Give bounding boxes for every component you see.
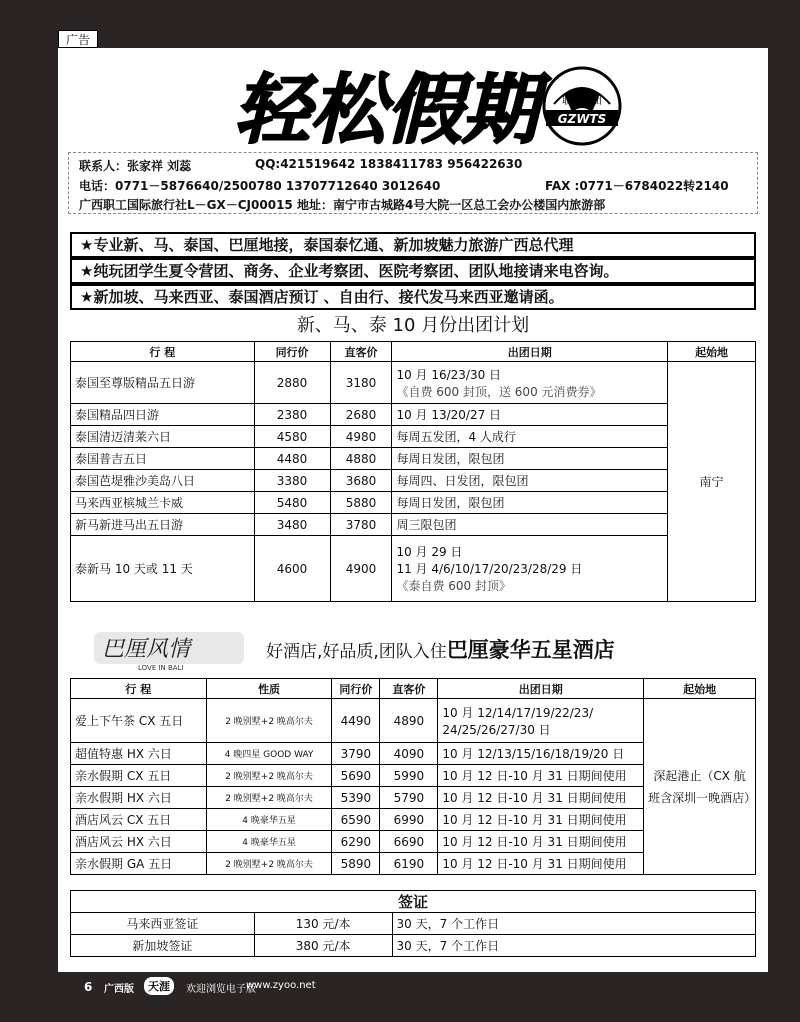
contact-box	[68, 152, 758, 214]
retail-price-cell: 4900	[330, 536, 392, 602]
route-cell: 亲水假期 HX 六日	[71, 787, 207, 809]
contact-fax: FAX :0771－6784022转2140	[545, 179, 729, 193]
table-row	[71, 913, 756, 935]
contact-address: 广西职工国际旅行社L－GX－CJ00015 地址：南宁市古城路4号大院一区总工会办公楼国内旅游部	[79, 198, 606, 212]
type-cell: 2 晚别墅+2 晚高尔夫	[206, 787, 332, 809]
date-line: 10 月 12/14/17/19/22/23/	[442, 705, 594, 720]
logo-abbr: GZWTS	[557, 112, 607, 126]
dates-cell	[392, 470, 668, 492]
visa-name-cell: 新加坡签证	[71, 935, 255, 957]
brand-title-text: 轻松假期	[234, 65, 538, 154]
footer-welcome: 欢迎浏览电子版	[186, 984, 256, 995]
retail-price-cell: 5880	[330, 492, 392, 514]
table-row	[71, 514, 756, 536]
logo-label: 职旅集团	[562, 96, 602, 107]
dates-cell	[392, 448, 668, 470]
company-logo-icon	[540, 64, 624, 148]
trade-price-cell: 4600	[254, 536, 330, 602]
dates-cell	[438, 831, 644, 853]
trade-price-cell: 6290	[332, 831, 380, 853]
table-row	[71, 404, 756, 426]
table-row	[71, 699, 756, 743]
trade-price-cell: 6590	[332, 809, 380, 831]
date-line: 每周日发团，限包团	[396, 496, 505, 510]
tour-plan-table	[70, 341, 756, 602]
date-line: 10 月 12 日-10 月 31 日期间使用	[442, 791, 627, 805]
date-line: 《自费 600 封顶，送 600 元消费券》	[396, 384, 602, 399]
ad-tag: 广告	[58, 30, 98, 48]
type-cell: 2 晚别墅+2 晚高尔夫	[206, 853, 332, 875]
retail-price-cell: 3180	[330, 362, 392, 404]
bali-header-route: 行 程	[71, 679, 207, 699]
route-cell: 新马新进马出五日游	[71, 514, 255, 536]
retail-price-cell: 4980	[330, 426, 392, 448]
header-dates: 出团日期	[392, 342, 668, 362]
visa-name-cell: 马来西亚签证	[71, 913, 255, 935]
dates-cell	[438, 765, 644, 787]
bali-slogan-big: 巴厘豪华五星酒店	[446, 638, 615, 662]
contact-phone: 电话：0771－5876640/2500780 13707712640 3012640	[79, 179, 441, 193]
banner-1: ★专业新、马、泰国、巴厘地接，泰国泰忆通、新加坡魅力旅游广西总代理	[70, 232, 756, 258]
date-line: 11 月 4/6/10/17/20/23/28/29 日	[396, 562, 583, 576]
date-line: 10 月 16/23/30 日	[396, 367, 502, 382]
route-cell: 泰国芭堤雅沙美岛八日	[71, 470, 255, 492]
table-header-row	[71, 679, 756, 699]
footer-site-link[interactable]: www.zyoo.net	[246, 980, 316, 991]
table-row	[71, 470, 756, 492]
date-line: 10 月 12 日-10 月 31 日期间使用	[442, 835, 627, 849]
trade-price-cell: 2380	[254, 404, 330, 426]
date-line: 10 月 12 日-10 月 31 日期间使用	[442, 857, 627, 871]
banner-3: ★新加坡、马来西亚、泰国酒店预订 、自由行、接代发马来西亚邀请函。	[70, 284, 756, 310]
visa-price-cell: 380 元/本	[254, 935, 392, 957]
route-cell: 泰国至尊版精品五日游	[71, 362, 255, 404]
trade-price-cell: 4480	[254, 448, 330, 470]
retail-price-cell: 3680	[330, 470, 392, 492]
dates-cell	[438, 743, 644, 765]
contact-qq: QQ:421519642 1838411783 956422630	[255, 157, 523, 171]
route-cell: 亲水假期 GA 五日	[71, 853, 207, 875]
advert-page	[58, 48, 768, 972]
type-cell: 2 晚别墅+2 晚高尔夫	[206, 765, 332, 787]
visa-title: 签证	[71, 891, 756, 913]
retail-price-cell: 4880	[330, 448, 392, 470]
header-origin: 起始地	[668, 342, 756, 362]
bali-header-origin: 起始地	[644, 679, 756, 699]
retail-price-cell: 4090	[380, 743, 438, 765]
retail-price-cell: 5790	[380, 787, 438, 809]
retail-price-cell: 4890	[380, 699, 438, 743]
route-cell: 爱上下午茶 CX 五日	[71, 699, 207, 743]
dates-cell	[438, 787, 644, 809]
bali-table	[70, 678, 756, 875]
trade-price-cell: 5480	[254, 492, 330, 514]
trade-price-cell: 4580	[254, 426, 330, 448]
date-line: 24/25/26/27/30 日	[442, 722, 551, 737]
visa-table	[70, 890, 756, 957]
header-route: 行 程	[71, 342, 255, 362]
table-row	[71, 448, 756, 470]
date-line: 每周四、日发团，限包团	[396, 474, 529, 488]
bali-logo	[94, 628, 244, 672]
edition-label: 广西版	[104, 984, 134, 995]
type-cell: 4 晚豪华五星	[206, 809, 332, 831]
header-trade-price: 同行价	[254, 342, 330, 362]
bali-logo-text: 巴厘风情	[102, 637, 191, 662]
route-cell: 亲水假期 CX 五日	[71, 765, 207, 787]
route-cell: 酒店风云 HX 六日	[71, 831, 207, 853]
dates-cell	[392, 492, 668, 514]
retail-price-cell: 2680	[330, 404, 392, 426]
visa-title-row	[71, 891, 756, 913]
date-line: 10 月 29 日	[396, 545, 463, 559]
bali-slogan	[266, 634, 615, 664]
table-row	[71, 362, 756, 404]
dates-cell	[392, 362, 668, 404]
footer-logo: 天涯	[144, 977, 174, 995]
bali-header-trade: 同行价	[332, 679, 380, 699]
origin-cell: 南宁	[668, 362, 756, 602]
banner-2: ★纯玩团学生夏令营团、商务、企业考察团、医院考察团、团队地接请来电咨询。	[70, 258, 756, 284]
trade-price-cell: 3790	[332, 743, 380, 765]
route-cell: 酒店风云 CX 五日	[71, 809, 207, 831]
bali-header-type: 性质	[206, 679, 332, 699]
table-row	[71, 935, 756, 957]
retail-price-cell: 6990	[380, 809, 438, 831]
retail-price-cell: 5990	[380, 765, 438, 787]
dates-cell	[438, 699, 644, 743]
date-line: 10 月 12 日-10 月 31 日期间使用	[442, 769, 627, 783]
route-cell: 泰国清迈清莱六日	[71, 426, 255, 448]
visa-time-cell: 30 天，7 个工作日	[392, 913, 755, 935]
date-line: 10 月 12 日-10 月 31 日期间使用	[442, 813, 627, 827]
dates-cell	[392, 404, 668, 426]
contact-people: 联系人：张家祥 刘蕊	[79, 159, 192, 173]
origin-cell: 深起港止（CX 航班含深圳一晚酒店）	[644, 699, 756, 875]
table-header-row	[71, 342, 756, 362]
trade-price-cell: 5390	[332, 787, 380, 809]
route-cell: 马来西亚槟城兰卡威	[71, 492, 255, 514]
footer	[0, 976, 800, 1000]
bali-header-retail: 直客价	[380, 679, 438, 699]
route-cell: 泰国普吉五日	[71, 448, 255, 470]
route-cell: 超值特惠 HX 六日	[71, 743, 207, 765]
trade-price-cell: 3480	[254, 514, 330, 536]
brand-title	[176, 58, 596, 158]
visa-price-cell: 130 元/本	[254, 913, 392, 935]
retail-price-cell: 3780	[330, 514, 392, 536]
table-row	[71, 426, 756, 448]
dates-cell	[392, 536, 668, 602]
route-cell: 泰新马 10 天或 11 天	[71, 536, 255, 602]
trade-price-cell: 2880	[254, 362, 330, 404]
dates-cell	[392, 426, 668, 448]
dates-cell	[438, 853, 644, 875]
plan-title: 新、马、泰 10 月份出团计划	[296, 315, 530, 336]
date-line: 《泰自费 600 封顶》	[396, 579, 511, 593]
date-line: 10 月 13/20/27 日	[396, 408, 502, 422]
bali-logo-sub: LOVE IN BALI	[138, 664, 184, 672]
retail-price-cell: 6190	[380, 853, 438, 875]
dates-cell	[392, 514, 668, 536]
dates-cell	[438, 809, 644, 831]
trade-price-cell: 4490	[332, 699, 380, 743]
table-row	[71, 492, 756, 514]
retail-price-cell: 6690	[380, 831, 438, 853]
bali-header-dates: 出团日期	[438, 679, 644, 699]
bali-slogan-text: 好酒店,好品质,团队入住	[266, 642, 447, 662]
route-cell: 泰国精品四日游	[71, 404, 255, 426]
type-cell: 4 晚四星 GOOD WAY	[206, 743, 332, 765]
trade-price-cell: 5690	[332, 765, 380, 787]
type-cell: 4 晚豪华五星	[206, 831, 332, 853]
trade-price-cell: 3380	[254, 470, 330, 492]
table-row	[71, 536, 756, 602]
date-line: 周三限包团	[396, 518, 457, 532]
visa-time-cell: 30 天，7 个工作日	[392, 935, 755, 957]
date-line: 每周五发团，4 人成行	[396, 430, 516, 444]
date-line: 10 月 12/13/15/16/18/19/20 日	[442, 747, 625, 761]
header-retail-price: 直客价	[330, 342, 392, 362]
page-number: 6	[84, 980, 93, 994]
date-line: 每周日发团，限包团	[396, 452, 505, 466]
trade-price-cell: 5890	[332, 853, 380, 875]
type-cell: 2 晚别墅+2 晚高尔夫	[206, 699, 332, 743]
